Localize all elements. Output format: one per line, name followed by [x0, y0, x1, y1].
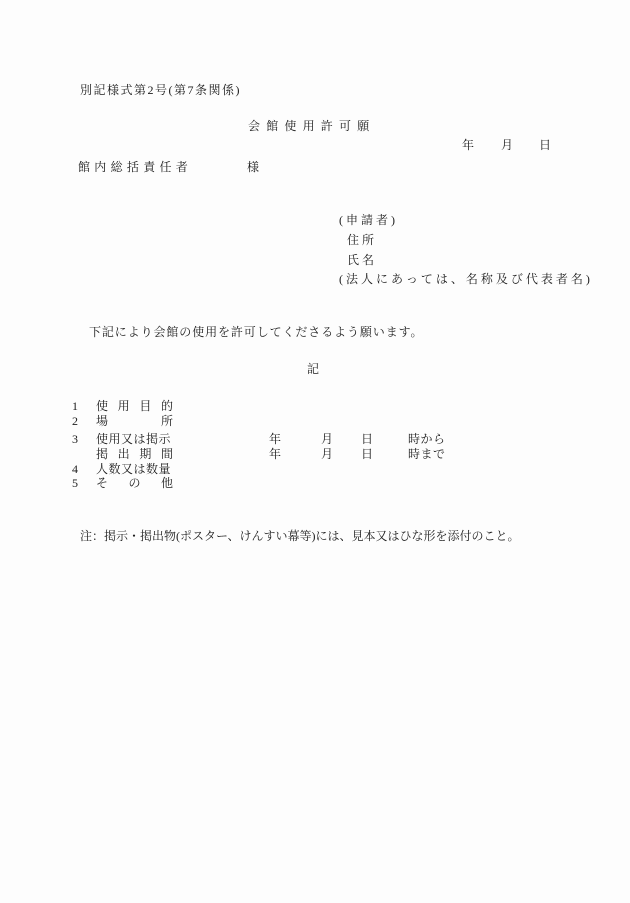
item-number: 3	[72, 432, 79, 446]
item-label: 場 所	[96, 414, 173, 428]
header-date-year: 年	[462, 138, 475, 152]
addressee-line	[0, 159, 630, 223]
document-title: 会 館 使 用 許 可 願	[248, 119, 371, 133]
item-number: 1	[72, 399, 79, 413]
item-date-year: 年	[269, 432, 282, 446]
applicant-header: (申請者)	[339, 213, 398, 227]
item-date-month: 月	[321, 432, 334, 446]
item-label: 使 用 目 的	[96, 399, 173, 413]
item-date-day: 日	[361, 447, 374, 461]
recipient-label: 館内総括責任者	[78, 160, 193, 174]
header-date-day: 日	[539, 138, 552, 152]
header-date-month: 月	[501, 138, 514, 152]
item-number: 2	[72, 414, 79, 428]
item-number: 5	[72, 476, 79, 490]
item-date-time-from: 時から	[408, 432, 446, 446]
note-line: 注：掲示・掲出物(ポスター、けんすい幕等)には、見本又はひな形を添付のこと。	[80, 529, 520, 543]
item-date-month: 月	[321, 447, 334, 461]
form-number: 別記様式第2号(第7条関係)	[80, 83, 241, 97]
applicant-address-label: 住所	[347, 233, 378, 247]
item-number: 4	[72, 462, 79, 476]
item-label: 使用又は掲示	[96, 432, 172, 446]
applicant-corporate-note: (法人にあっては、名称及び代表者名)	[339, 272, 593, 286]
item-date-time-until: 時まで	[408, 447, 446, 461]
item-date-day: 日	[361, 432, 374, 446]
record-heading: 記	[307, 362, 320, 376]
request-sentence: 下記により会館の使用を許可してくださるよう願います。	[89, 325, 424, 339]
item-label: 人数又は数量	[96, 462, 172, 476]
item-date-year: 年	[269, 447, 282, 461]
honorific-label: 様	[247, 160, 260, 174]
item-label: そ の 他	[96, 476, 173, 490]
item-label: 掲 出 期 間	[96, 447, 173, 461]
applicant-name-label: 氏名	[347, 253, 378, 267]
